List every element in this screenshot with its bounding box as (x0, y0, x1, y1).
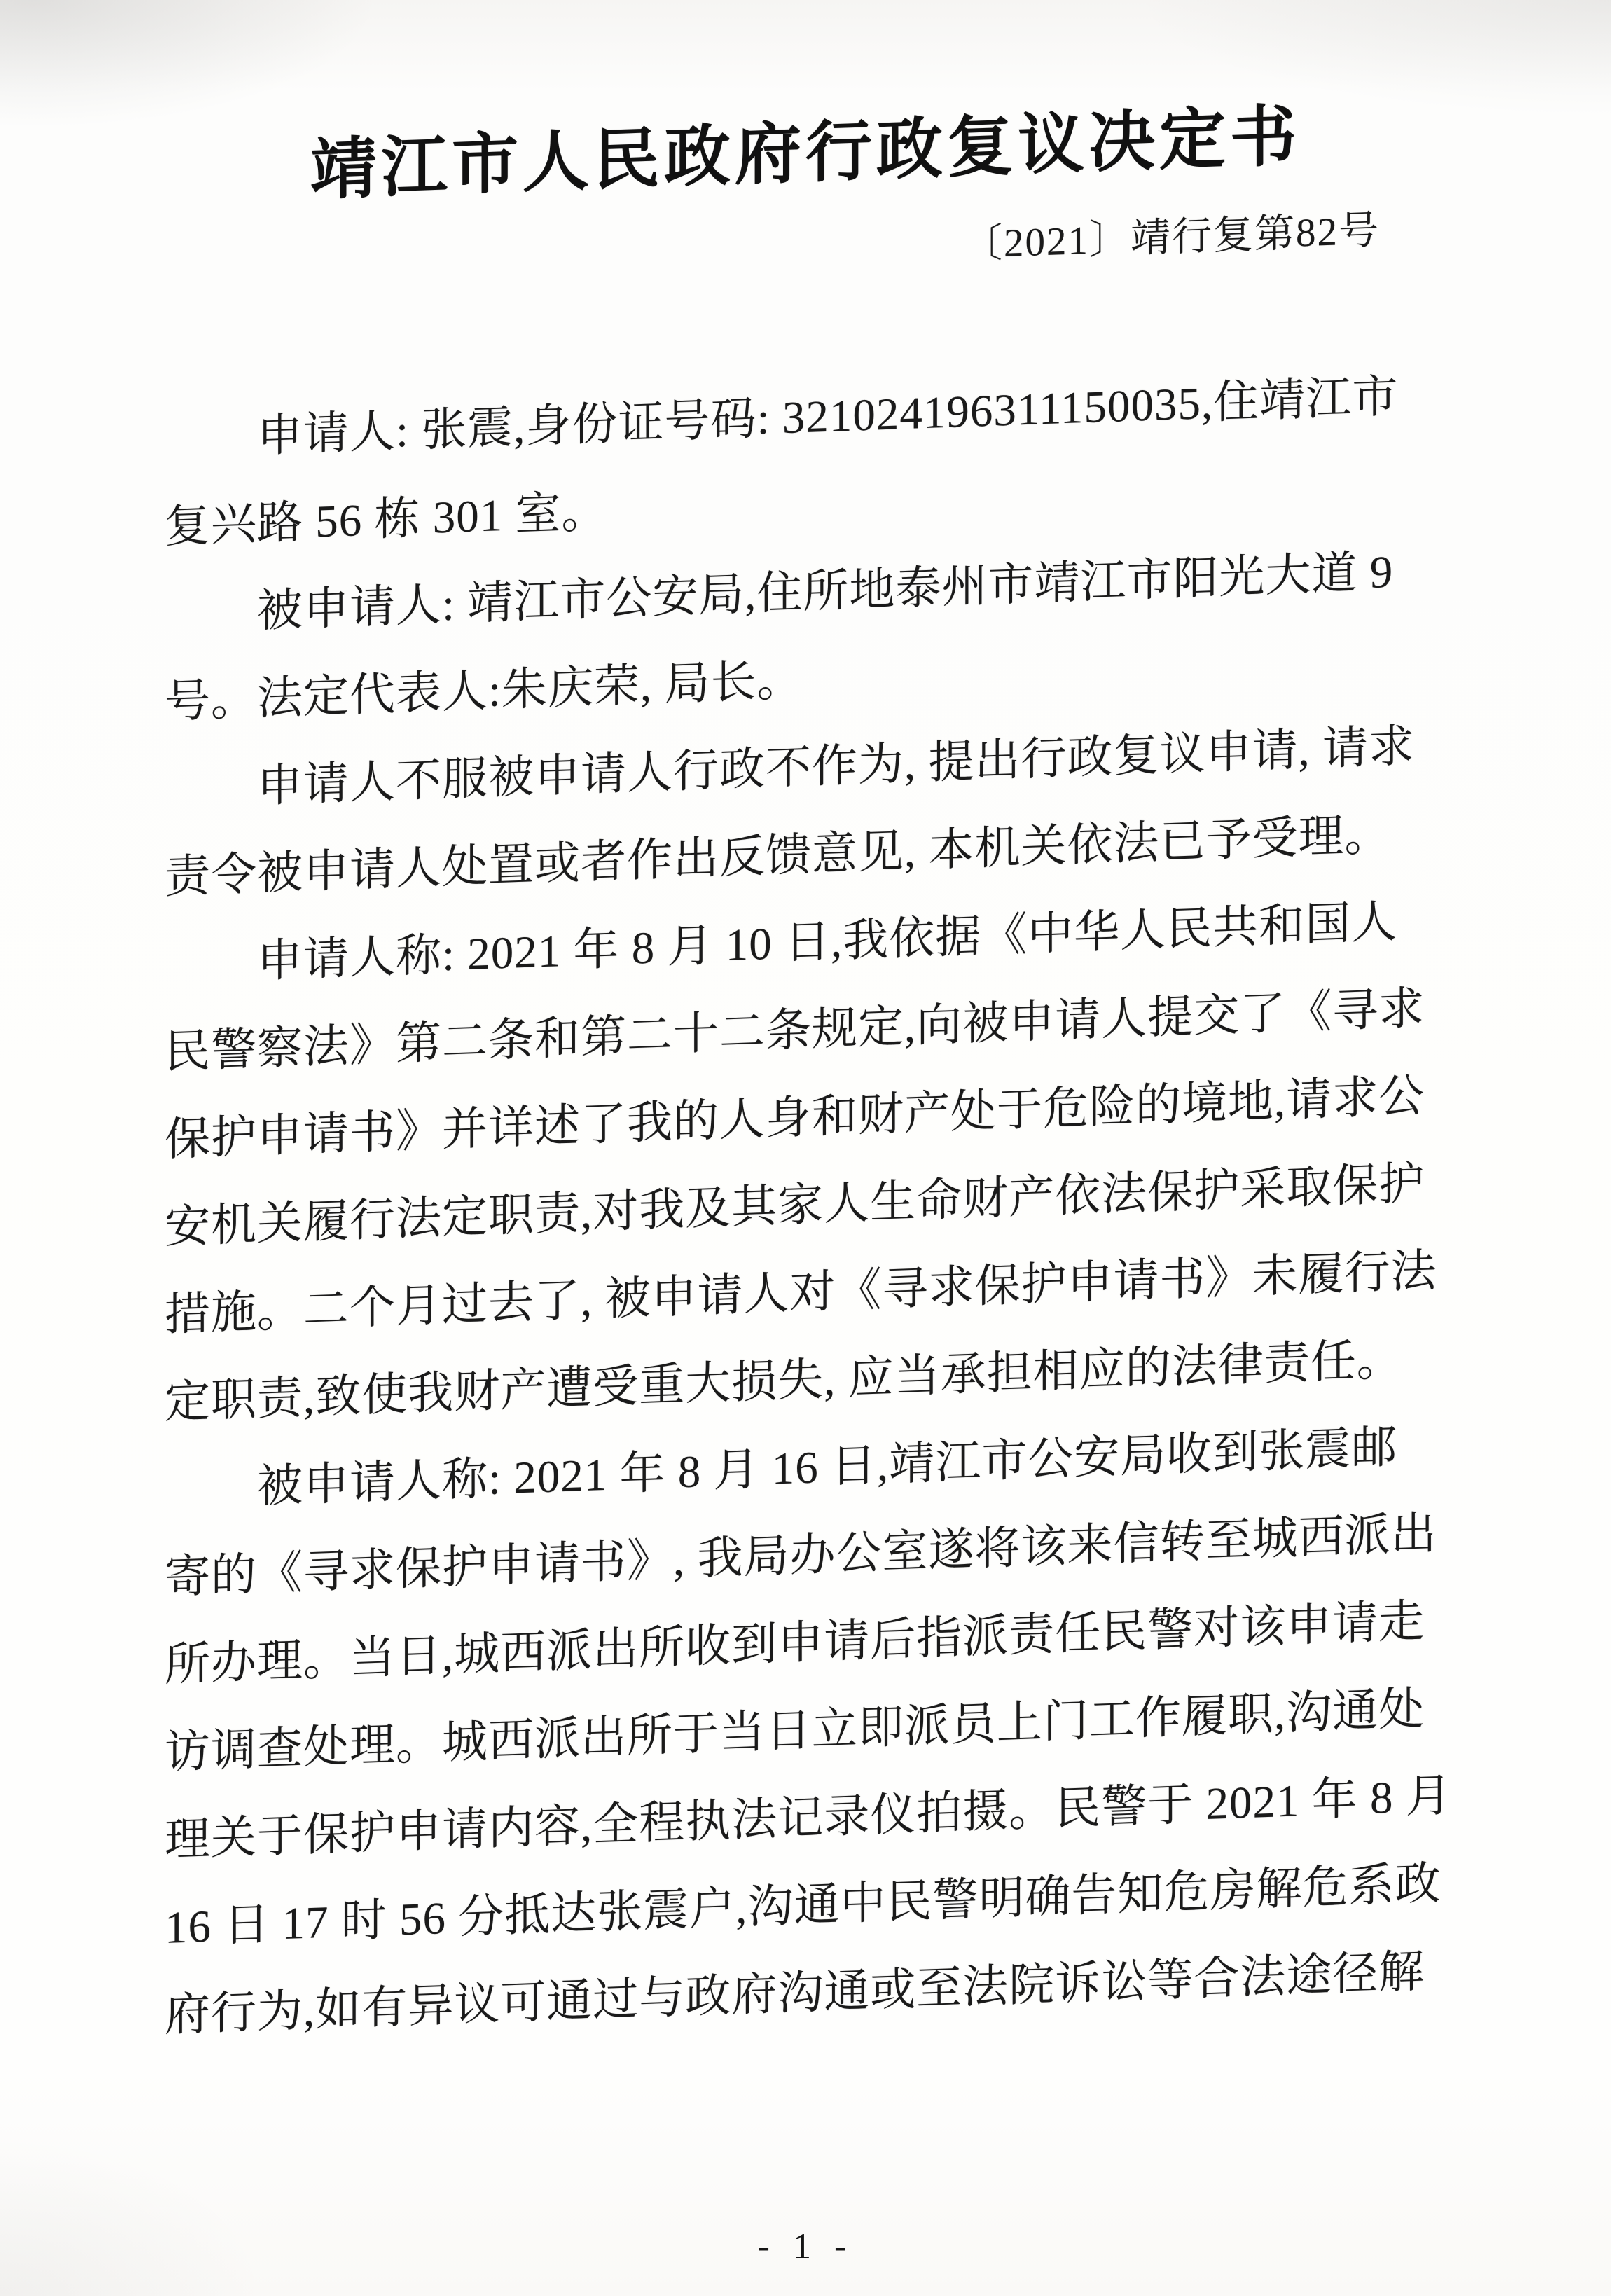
body-line: 理关于保护申请内容,全程执法记录仪拍摄。民警于 2021 年 8 月 (165, 1770, 1452, 1866)
body-line: 保护申请书》并详述了我的人身和财产处于危险的境地,请求公 (165, 1071, 1425, 1166)
body-line: 申请人称: 2021 年 8 月 10 日,我依据《中华人民共和国人 (257, 897, 1398, 988)
body-line: 复兴路 56 栋 301 室。 (165, 486, 608, 553)
document-body (165, 352, 1450, 2060)
body-line: 申请人: 张震,身份证号码: 321024196311150035,住靖江市 (257, 371, 1399, 462)
document-number: 〔2021〕靖行复第82号 (962, 208, 1380, 268)
body-line: 号。法定代表人:朱庆荣, 局长。 (165, 655, 803, 728)
body-line: 访调查处理。城西派出所于当日立即派员上门工作履职,沟通处 (165, 1684, 1425, 1778)
body-line: 府行为,如有异议可通过与政府沟通或至法院诉讼等合法途径解 (165, 1946, 1425, 2041)
body-line: 16 日 17 时 56 分抵达张震户,沟通中民警明确告知危房解危系政 (165, 1858, 1441, 1953)
body-line: 责令被申请人处置或者作出反馈意见, 本机关依法已予受理。 (165, 809, 1391, 903)
document-title: 靖江市人民政府行政复议决定书 (310, 99, 1301, 208)
body-line: 定职责,致使我财产遭受重大损失, 应当承担相应的法律责任。 (165, 1334, 1403, 1428)
body-line: 措施。二个月过去了, 被申请人对《寻求保护申请书》未履行法 (165, 1245, 1437, 1341)
body-line: 被申请人称: 2021 年 8 月 16 日,靖江市公安局收到张震邮 (257, 1422, 1398, 1513)
body-line: 民警察法》第二条和第二十二条规定,向被申请人提交了《寻求 (165, 983, 1425, 1078)
body-line: 寄的《寻求保护申请书》, 我局办公室遂将该来信转至城西派出 (165, 1508, 1437, 1603)
body-line: 申请人不服被申请人行政不作为, 提出行政复议申请, 请求 (257, 721, 1416, 812)
body-line: 安机关履行法定职责,对我及其家人生命财产依法保护采取保护 (165, 1159, 1425, 1253)
page-number: - 1 - (757, 2227, 854, 2267)
body-line: 被申请人: 靖江市公安局,住所地泰州市靖江市阳光大道 9 (257, 546, 1394, 637)
body-line: 所办理。当日,城西派出所收到申请后指派责任民警对该申请走 (165, 1596, 1425, 1691)
